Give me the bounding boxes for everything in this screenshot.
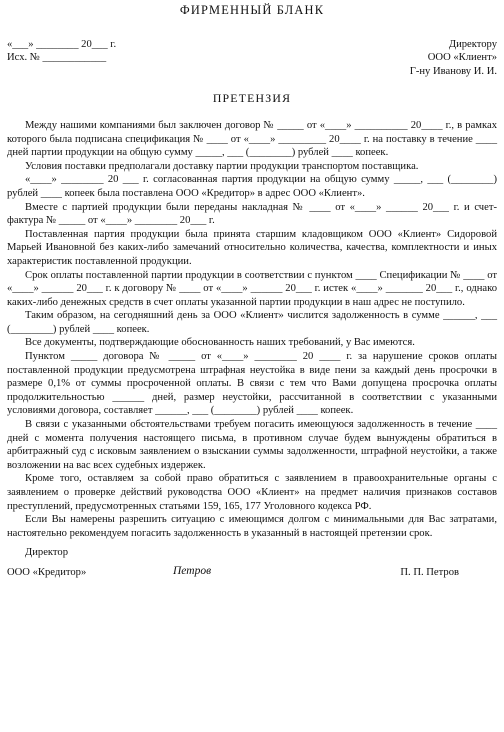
sender-block bbox=[7, 38, 237, 79]
signature-block bbox=[7, 546, 497, 582]
paragraph: Условия поставки предполагали доставку партии продукции транспортом поставщика. bbox=[25, 160, 419, 172]
paragraph: Если Вы намерены разрешить ситуацию с имеющимся долгом с минимальными для Вас затратами, настоятельно рекомендуем погасить задолженность в указанный в настоящей претензии срок. bbox=[7, 514, 497, 539]
paragraph: Все документы, подтверждающие обоснованность наших требований, у Вас имеются. bbox=[25, 337, 415, 349]
paragraph: Поставленная партия продукции была принята старшим кладовщиком ООО «Клиент» Сидоровой Марьей Ивановной без каких-либо замечаний относительно количества, качества, комплектности и иных характеристик поставленной продукции. bbox=[7, 228, 497, 267]
signature-row bbox=[7, 564, 497, 582]
paragraph: В связи с указанными обстоятельствами требуем погасить имеющуюся задолженность в течение ____ дней с момента получения настоящего письма, в противном случае будем вынуждены обратиться в арбитражный суд с исковым заявлением о взыскании суммы задолженности, штрафной неустойки, а также возложении на вас всех судебных издержек. bbox=[7, 419, 497, 471]
signer-name: П. П. Петров bbox=[400, 566, 459, 578]
paragraph: «____» ________ 20 ___ г. согласованная партия продукции на общую сумму _____, ___ (________) рублей ____ копеек была поставлена ООО «Кредитор» в адрес ООО «Клиент». bbox=[7, 174, 497, 199]
signer-position: Директор bbox=[25, 547, 68, 559]
document-title: ПРЕТЕНЗИЯ bbox=[212, 91, 292, 106]
paragraph: Срок оплаты поставленной партии продукции в соответствии с пунктом ____ Спецификации № ____ от «____» ______ 20___ г. к договору № ____ от «____» ______ 20___ г. истек «____» _______ 20___ г., однако каких-либо денежных средств в счет оплаты указанной партии продукции в наш адрес не поступило. bbox=[7, 269, 497, 308]
recipient-name: Г-ну Иванову И. И. bbox=[409, 65, 497, 77]
letter-header bbox=[7, 38, 497, 79]
handwritten-signature: Петров bbox=[173, 564, 212, 577]
paragraph: Вместе с партией продукции были переданы накладная № ____ от «____» ______ 20___ г. и счет-фактура № _____ от «____» ________ 20___ г. bbox=[7, 201, 497, 227]
paragraph: Кроме того, оставляем за собой право обратиться с заявлением в правоохранительные органы с заявлением о проверке действий руководства ООО «Клиент» на предмет наличия признаков составов преступлений, предусмотренных статьями 159, 165, 177 Уголовного кодекса РФ. bbox=[7, 473, 497, 512]
letter-body bbox=[7, 119, 497, 540]
letterhead-title: ФИРМЕННЫЙ БЛАНК bbox=[179, 3, 325, 17]
recipient-block bbox=[277, 38, 497, 79]
paragraph: Таким образом, на сегодняшний день за ООО «Клиент» числится задолженность в сумме ______, ___ (________) рублей ____ копеек. bbox=[7, 310, 497, 335]
recipient-org: ООО «Клиент» bbox=[427, 52, 497, 64]
signer-org: ООО «Кредитор» bbox=[7, 566, 87, 578]
paragraph: Пунктом _____ договора № _____ от «____» ________ 20 ____ г. за нарушение сроков оплаты поставленной продукции предусмотрена штрафная неустойка в виде пени за каждый день просрочки в размере 0,1% от суммы просроченной оплаты. В связи с тем что Вами допущена просрочка оплаты продолжительностью ______ дней, размер неустойки, рассчитанной в соответствии с указанными условиями договора, составляет ______, ___ (________) рублей ____ копеек. bbox=[7, 351, 497, 417]
date-line: «___» ________ 20___ г. bbox=[7, 38, 117, 50]
recipient-position: Директору bbox=[448, 38, 497, 50]
paragraph: Между нашими компаниями был заключен договор № _____ от «____» __________ 20____ г., в рамках которого была подписана спецификация № ____ от «____» _________ 20____ г. на поставку в течение ____ дней партии продукции на общую сумму _____, ___ (________) рублей ____ копеек. bbox=[7, 119, 497, 159]
outgoing-number: Исх. № ____________ bbox=[7, 52, 107, 64]
